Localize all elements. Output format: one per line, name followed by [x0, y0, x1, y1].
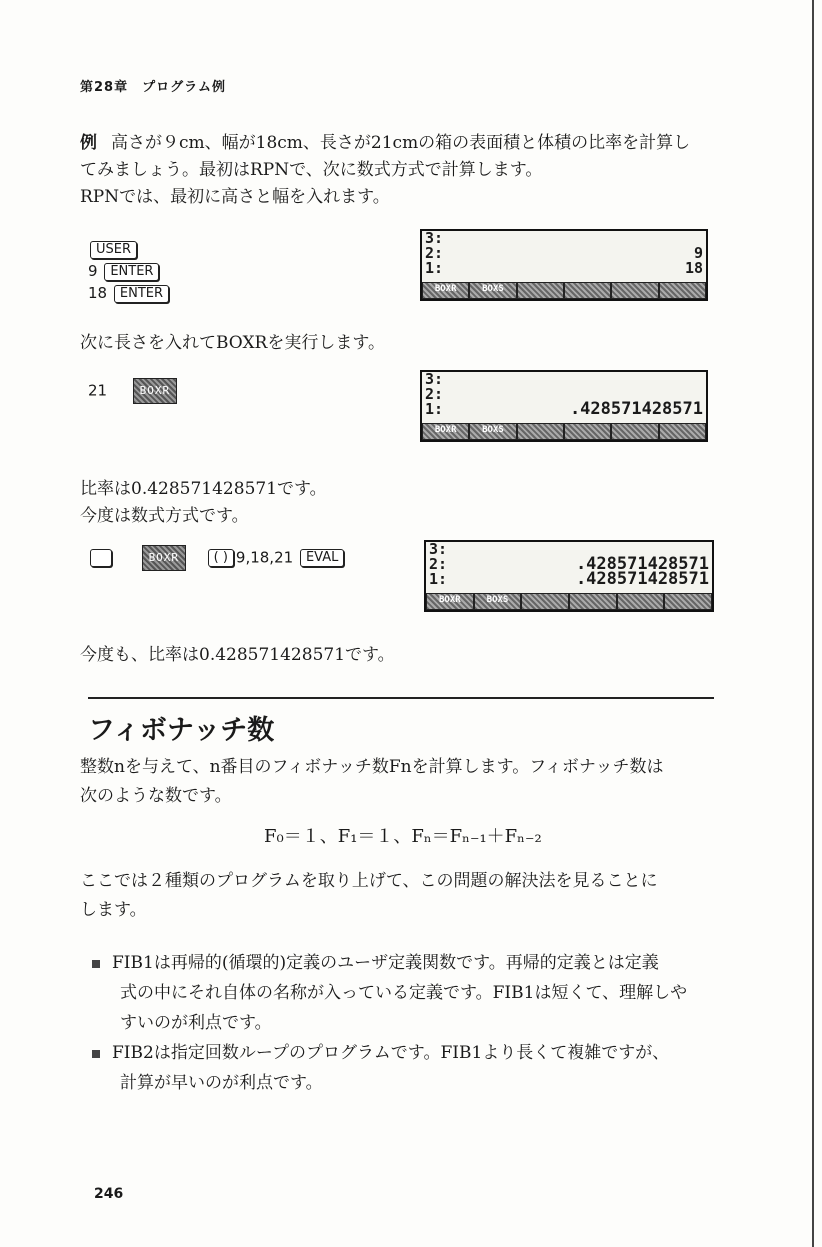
boxr-softkey[interactable]: BOXR — [142, 545, 187, 571]
menu-blank[interactable] — [570, 594, 616, 609]
section-intro-2: 次のような数です。 — [80, 786, 232, 806]
stack-level-3: 3: — [429, 540, 448, 558]
bullet-fib2: FIB2は指定回数ループのプログラムです。FIB1より長くて複雑ですが、 — [92, 1038, 669, 1068]
softkey-menu — [426, 593, 712, 610]
example-text-1: 高さが９cm、幅が18cm、長さが21cmの箱の表面積と体積の比率を計算し — [111, 133, 691, 153]
stack-level-2: 2: — [425, 385, 444, 403]
digit-21: 21 — [88, 381, 108, 400]
example-line-3: RPNでは、最初に高さと幅を入れます。 — [80, 187, 390, 207]
menu-blank[interactable] — [518, 283, 563, 298]
bullet-fib1: FIB1は再帰的(循環的)定義のユーザ定義関数です。再帰的定義とは定義 — [92, 948, 659, 978]
bullet-fib1-line-2: 式の中にそれ自体の名称が入っている定義です。FIB1は短くて、理解しや — [120, 983, 688, 1003]
menu-boxs[interactable]: BOXS — [470, 283, 515, 298]
menu-blank[interactable] — [518, 424, 563, 439]
menu-boxr[interactable]: BOXR — [427, 594, 473, 609]
menu-blank[interactable] — [665, 594, 711, 609]
step2-keys — [88, 378, 177, 404]
instruction-text: 次に長さを入れてBOXRを実行します。 — [80, 333, 385, 353]
fibonacci-formula: F₀＝１、F₁＝１、Fₙ＝Fₙ₋₁＋Fₙ₋₂ — [264, 826, 542, 847]
digit-9: 9 — [88, 262, 98, 280]
example-line-2: てみましょう。最初はRPNで、次に数式方式で計算します。 — [80, 160, 543, 180]
stack-level-1: 1: .428571428571 — [425, 399, 703, 419]
section-para-1: ここでは２種類のプログラムを取り上げて、この問題の解決法を見ることに — [80, 871, 658, 891]
boxr-softkey[interactable]: BOXR — [133, 378, 178, 404]
quote-key[interactable] — [90, 549, 112, 567]
bullet-icon — [92, 960, 100, 968]
menu-blank[interactable] — [565, 424, 610, 439]
eval-key[interactable]: EVAL — [300, 549, 344, 567]
stack-level-3: 3: — [425, 229, 444, 247]
section-heading: フィボナッチ数 — [88, 715, 275, 746]
menu-blank[interactable] — [660, 283, 705, 298]
menu-blank[interactable] — [565, 283, 610, 298]
menu-blank[interactable] — [612, 424, 657, 439]
ratio-result-text: 比率は0.428571428571です。 — [80, 479, 327, 499]
stack-level-1: 1: .428571428571 — [429, 569, 709, 589]
calculator-display-1 — [420, 229, 708, 301]
stack-level-2: 2: .428571428571 — [429, 554, 709, 574]
paren-key[interactable]: ( ) — [208, 549, 234, 567]
menu-blank[interactable] — [660, 424, 705, 439]
softkey-menu — [422, 282, 706, 299]
digit-18: 18 — [88, 284, 108, 302]
chapter-header: 第28章 プログラム例 — [80, 80, 226, 95]
ratio-result-text-2: 今度も、比率は0.428571428571です。 — [80, 645, 395, 665]
algebraic-intro-text: 今度は数式方式です。 — [80, 506, 249, 526]
menu-blank[interactable] — [522, 594, 568, 609]
softkey-menu — [422, 423, 706, 440]
enter-key[interactable]: ENTER — [104, 263, 159, 281]
section-divider — [88, 697, 714, 699]
page-number: 246 — [94, 1186, 124, 1202]
menu-blank[interactable] — [612, 283, 657, 298]
user-key[interactable]: USER — [90, 241, 137, 259]
bullet-fib1-line-3: すいのが利点です。 — [120, 1013, 272, 1033]
stack-level-3: 3: — [425, 370, 444, 388]
menu-boxs[interactable]: BOXS — [470, 424, 515, 439]
bullet-fib2-line-2: 計算が早いのが利点です。 — [120, 1073, 323, 1093]
menu-boxs[interactable]: BOXS — [475, 594, 521, 609]
calculator-display-2 — [420, 370, 708, 442]
calculator-display-3 — [424, 540, 714, 612]
menu-boxr[interactable]: BOXR — [423, 283, 468, 298]
section-para-2: します。 — [80, 900, 147, 920]
example-label: 例 — [80, 133, 97, 153]
arguments: 9,18,21 — [235, 548, 294, 567]
section-intro-1: 整数nを与えて、n番目のフィボナッチ数Fnを計算します。フィボナッチ数は — [80, 757, 664, 777]
step1-keys — [88, 238, 171, 304]
enter-key[interactable]: ENTER — [114, 285, 169, 303]
example-line-1 — [80, 130, 690, 157]
bullet-icon — [92, 1050, 100, 1058]
page-edge-rule — [812, 0, 814, 1247]
step3-keys — [88, 545, 346, 571]
menu-blank[interactable] — [618, 594, 664, 609]
menu-boxr[interactable]: BOXR — [423, 424, 468, 439]
stack-level-1: 1: 18 — [425, 259, 703, 277]
stack-level-2: 2: 9 — [425, 244, 703, 262]
